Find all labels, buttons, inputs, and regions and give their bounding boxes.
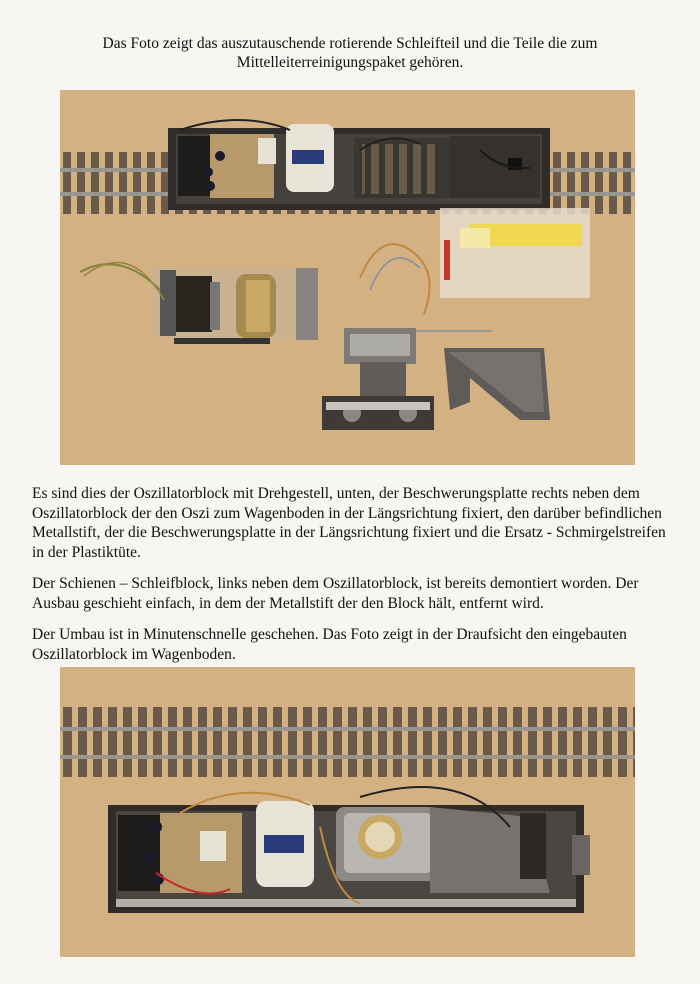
photo-installed-illustration (60, 667, 635, 957)
photo-parts-overview (60, 90, 635, 465)
body-text (32, 484, 672, 676)
paragraph-3: Der Umbau ist in Minutenschnelle geschehen. Das Foto zeigt in der Draufsicht den eingebauten Oszillatorblock im Wagenboden. (32, 626, 627, 663)
plastic-bag (440, 208, 590, 298)
paragraph-1: Es sind dies der Oszillatorblock mit Drehgestell, unten, der Beschwerungsplatte rechts neben dem Oszillatorblock der den Oszi zum Wagenboden in der Längsrichtung fixiert, den darüber befindlichen Metallstift, der die Beschwerungsplatte in der Längsrichtung fixiert und die Ersatz - Schmirgelstreifen in der Plastiktüte. (32, 485, 666, 561)
paragraph-2: Der Schienen – Schleifblock, links neben dem Oszillatorblock, ist bereits demontiert worden. Der Ausbau geschieht einfach, in dem der Metallstift der den Block hält, entfernt wird. (32, 575, 639, 612)
caption-top: Das Foto zeigt das auszutauschende rotierende Schleifteil und die Teile die zum Mittelleiterreinigungspaket gehören. (102, 35, 598, 71)
photo-installed-oscillator (60, 667, 635, 957)
photo-parts-illustration (60, 90, 635, 465)
wagon-chassis (168, 120, 550, 210)
wagon-chassis (108, 787, 590, 913)
track (60, 707, 635, 777)
